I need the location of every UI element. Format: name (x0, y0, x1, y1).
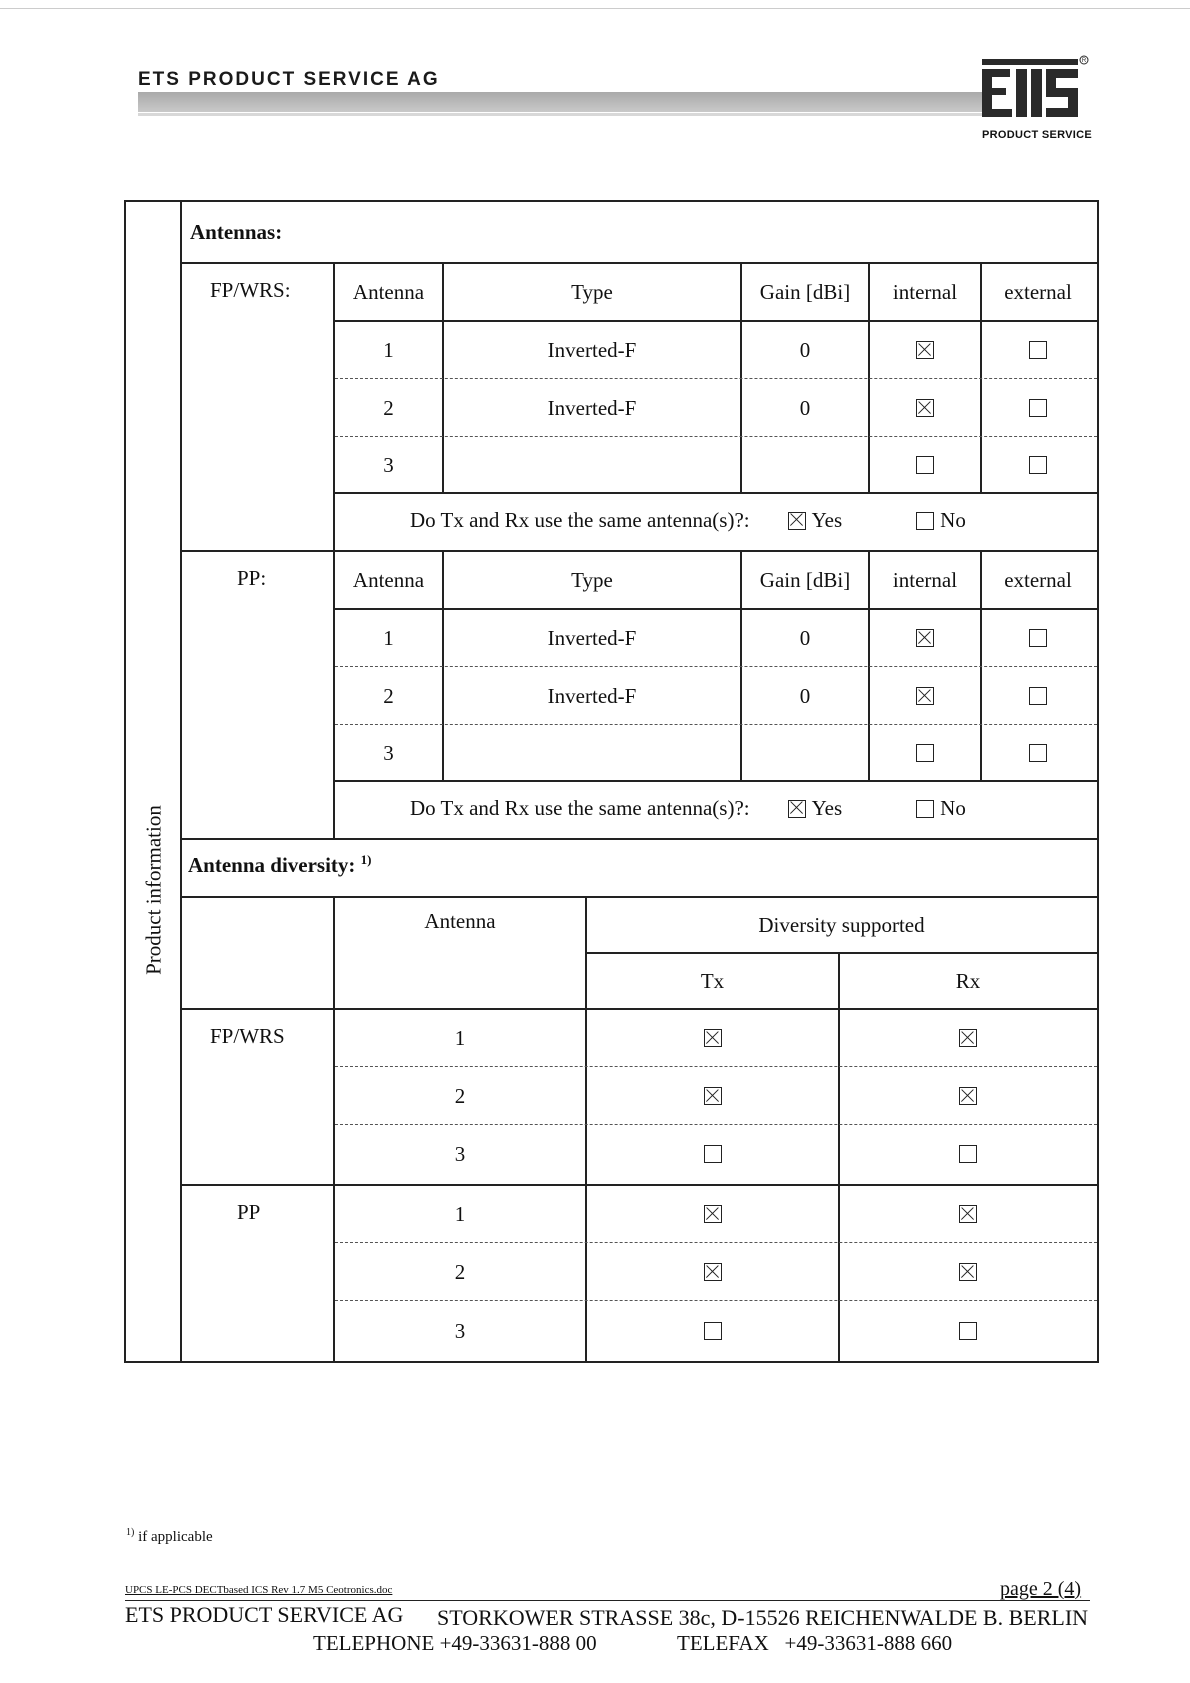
col-header-rx: Rx (955, 968, 981, 993)
col-header-antenna: Antenna (352, 567, 425, 592)
checkbox-internal[interactable] (916, 744, 934, 762)
same-antenna-label: Do Tx and Rx use the same antenna(s)?: (410, 508, 750, 532)
checkbox-rx[interactable] (959, 1029, 977, 1047)
col-header-gain: Gain [dBi] (759, 279, 851, 304)
checkbox-rx[interactable] (959, 1263, 977, 1281)
table-row-type: Inverted-F (547, 625, 637, 650)
footer-address: STORKOWER STRASSE 38c, D-15526 REICHENWALDE B. BERLIN (437, 1605, 1089, 1630)
checkbox-tx[interactable] (704, 1087, 722, 1105)
dashed-rule (335, 724, 1097, 725)
fp-same-antenna-question (410, 508, 966, 533)
checkbox-external[interactable] (1029, 687, 1047, 705)
col-header-type: Type (571, 567, 613, 592)
checkbox-rx[interactable] (959, 1205, 977, 1223)
dashed-rule (335, 378, 1097, 379)
table-row-antenna: 3 (383, 452, 394, 477)
no-label: No (940, 796, 966, 820)
table-row-antenna: 1 (383, 337, 394, 362)
table-row-antenna: 3 (454, 1141, 466, 1166)
pp-same-antenna-question (410, 796, 966, 821)
footnote-mark: 1) (126, 1527, 135, 1538)
checkbox-no[interactable] (916, 800, 934, 818)
table-row-type: Inverted-F (547, 395, 637, 420)
checkbox-rx[interactable] (959, 1322, 977, 1340)
checkbox-yes[interactable] (788, 512, 806, 530)
footer-company: ETS PRODUCT SERVICE AG (125, 1602, 404, 1627)
col-header-gain: Gain [dBi] (759, 567, 851, 592)
rule (333, 492, 1097, 494)
table-row-antenna: 2 (454, 1083, 466, 1108)
header-company: ETS PRODUCT SERVICE AG (138, 69, 440, 90)
pp-label: PP: (237, 566, 267, 590)
checkbox-external[interactable] (1029, 341, 1047, 359)
rule (182, 838, 1097, 840)
col-header-internal: internal (892, 567, 958, 592)
col-header-type: Type (571, 279, 613, 304)
table-row-type (444, 438, 740, 492)
table-row-type (444, 726, 740, 780)
dashed-rule (335, 666, 1097, 667)
checkbox-no[interactable] (916, 512, 934, 530)
checkbox-internal[interactable] (916, 687, 934, 705)
dashed-rule (335, 1242, 1097, 1243)
diversity-group-pp: PP (237, 1200, 261, 1224)
table-row-antenna: 3 (383, 740, 394, 765)
checkbox-external[interactable] (1029, 629, 1047, 647)
content-area (182, 202, 1097, 1361)
table-row-type: Inverted-F (547, 683, 637, 708)
fp-label: FP/WRS: (210, 278, 291, 302)
table-row-antenna: 2 (383, 683, 394, 708)
side-column (126, 202, 182, 1361)
checkbox-rx[interactable] (959, 1087, 977, 1105)
table-row-antenna: 1 (454, 1201, 466, 1226)
checkbox-tx[interactable] (704, 1145, 722, 1163)
table-row-gain (742, 438, 868, 492)
checkbox-internal[interactable] (916, 341, 934, 359)
no-label: No (940, 508, 966, 532)
dashed-rule (335, 1300, 1097, 1301)
table-row-gain: 0 (799, 337, 811, 362)
diversity-group-fp: FP/WRS (210, 1024, 285, 1048)
checkbox-external[interactable] (1029, 399, 1047, 417)
table-row-antenna: 1 (454, 1025, 466, 1050)
checkbox-tx[interactable] (704, 1205, 722, 1223)
checkbox-yes[interactable] (788, 800, 806, 818)
yes-label: Yes (811, 796, 843, 820)
page-number: page 2 (4) (1000, 1578, 1082, 1600)
ets-logo (980, 55, 1090, 121)
checkbox-rx[interactable] (959, 1145, 977, 1163)
checkbox-external[interactable] (1029, 744, 1047, 762)
col-header-antenna: Antenna (424, 908, 496, 933)
table-row-antenna: 1 (383, 625, 394, 650)
footer-telephone: TELEPHONE +49-33631-888 00 (313, 1631, 597, 1655)
checkbox-internal[interactable] (916, 399, 934, 417)
svg-text:R: R (1081, 58, 1087, 64)
table-row-gain: 0 (799, 395, 811, 420)
col-header-diversity: Diversity supported (758, 912, 925, 937)
checkbox-internal[interactable] (916, 629, 934, 647)
header-bar-shadow (138, 113, 986, 116)
same-antenna-label: Do Tx and Rx use the same antenna(s)?: (410, 796, 750, 820)
checkbox-internal[interactable] (916, 456, 934, 474)
table-row-gain (742, 726, 868, 780)
checkbox-external[interactable] (1029, 456, 1047, 474)
antennas-title: Antennas: (190, 220, 283, 244)
footnote (126, 1527, 213, 1546)
diversity-footnote-mark: 1) (360, 852, 372, 867)
diversity-title (188, 852, 372, 878)
table-row-gain: 0 (799, 625, 811, 650)
col-header-internal: internal (892, 279, 958, 304)
yes-label: Yes (811, 508, 843, 532)
col-header-external: external (1004, 279, 1072, 304)
table-row-gain: 0 (799, 683, 811, 708)
product-info-frame (124, 200, 1099, 1363)
col-header-antenna: Antenna (352, 279, 425, 304)
checkbox-tx[interactable] (704, 1322, 722, 1340)
dashed-rule (335, 436, 1097, 437)
table-row-antenna: 2 (454, 1259, 466, 1284)
checkbox-tx[interactable] (704, 1263, 722, 1281)
footer-rule (125, 1600, 1090, 1601)
dashed-rule (335, 1124, 1097, 1125)
header-bar (138, 92, 986, 112)
table-row-antenna: 3 (454, 1318, 466, 1343)
col-header-tx: Tx (700, 968, 725, 993)
side-label: Product information (141, 805, 166, 975)
scan-top-edge (0, 8, 1190, 9)
footer-telefax: TELEFAX +49-33631-888 660 (677, 1631, 953, 1655)
diversity-title-text: Antenna diversity: (188, 853, 356, 877)
rule (333, 780, 1097, 782)
checkbox-tx[interactable] (704, 1029, 722, 1047)
table-row-type: Inverted-F (547, 337, 637, 362)
logo-subtitle: PRODUCT SERVICE (982, 129, 1093, 141)
dashed-rule (335, 1066, 1097, 1067)
document-reference: UPCS LE-PCS DECTbased ICS Rev 1.7 M5 Ceotronics.doc (125, 1584, 393, 1596)
footnote-text: if applicable (138, 1529, 213, 1545)
col-header-external: external (1004, 567, 1072, 592)
table-row-antenna: 2 (383, 395, 394, 420)
